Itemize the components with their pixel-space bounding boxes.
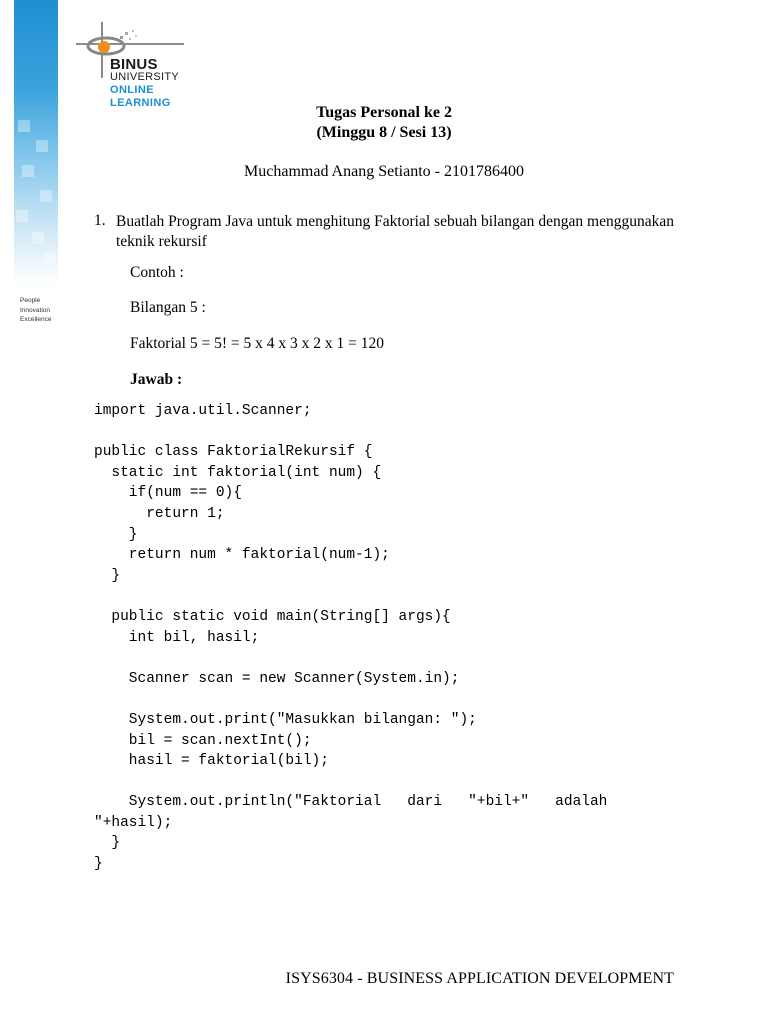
code-line [94,772,676,793]
document-title: Tugas Personal ke 2 [316,104,452,121]
author-line: Muchammad Anang Setianto - 2101786400 [244,163,524,180]
code-line: static int faktorial(int num) { [94,464,382,481]
code-line: hasil = faktorial(bil); [94,753,329,770]
code-line: System.out.print("Masukkan bilangan: "); [94,711,477,728]
document-subtitle: (Minggu 8 / Sesi 13) [316,124,452,141]
question-number: 1. [94,212,106,229]
code-block [94,401,676,875]
code-line: } [94,526,138,543]
code-line [94,648,676,669]
code-line: } [94,856,103,873]
number-line: Bilangan 5 : [130,299,206,316]
footer-course: ISYS6304 - BUSINESS APPLICATION DEVELOPMENT [285,970,674,987]
tagline-line: Innovation [20,306,50,314]
code-line: } [94,567,121,584]
code-line: System.out.println("Faktorial dari "+bil+" adalah [94,794,608,811]
example-label: Contoh : [130,264,184,281]
logo-brand: BINUS [110,56,158,73]
code-line: int bil, hasil; [94,629,260,646]
factorial-line: Faktorial 5 = 5! = 5 x 4 x 3 x 2 x 1 = 120 [130,335,384,352]
code-line: import java.util.Scanner; [94,403,312,419]
code-line [94,689,676,710]
code-line: return num * faktorial(num-1); [94,547,390,564]
code-line: } [94,835,121,852]
code-line: return 1; [94,505,225,522]
brand-tagline [20,296,51,325]
code-line: "+hasil); [94,814,173,831]
code-line [94,422,676,443]
code-line: public class FaktorialRekursif { [94,444,373,461]
code-line [94,586,676,607]
code-line: bil = scan.nextInt(); [94,732,312,749]
tagline-line: Excellence [20,316,52,323]
code-line: if(num == 0){ [94,485,242,502]
logo-learning: LEARNING [110,97,171,109]
code-line: public static void main(String[] args){ [94,608,451,625]
code-line: Scanner scan = new Scanner(System.in); [94,670,460,687]
side-decor-strip [14,0,58,285]
answer-label: Jawab : [130,371,183,388]
tagline-line: People [20,297,41,304]
question-text: Buatlah Program Java untuk menghitung Faktorial sebuah bilangan dengan menggunakan teknik rekursif [116,213,674,250]
logo-online: ONLINE [110,84,154,96]
logo-university: UNIVERSITY [110,71,180,83]
